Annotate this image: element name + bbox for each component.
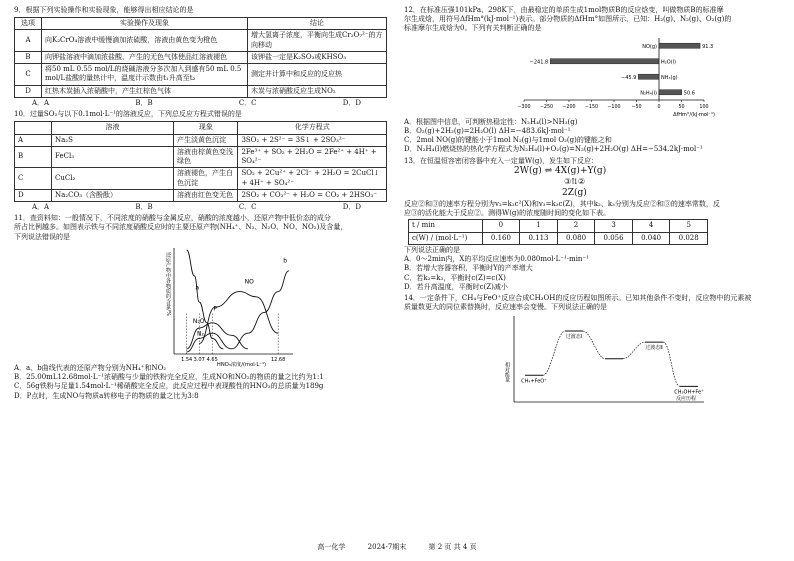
x-tick-label: 4.65 [206,356,218,363]
q13-header-t3: 3 [595,220,633,232]
category-label: N₂H₄(l) [640,89,657,96]
q9-conclusion-a: 增大氢离子浓度，平衡向生成Cr₂O₇²⁻的方向移动 [248,30,387,51]
question-14 [404,294,782,408]
q10-table [14,121,387,202]
x-tick-label: 0 [657,104,661,110]
q10-solution-c: CuCl₂ [52,168,174,189]
q13-header-t2: 2 [557,220,595,232]
q10-option-d: D [15,189,52,201]
category-label: H₂O(l) [661,58,676,65]
energy-connector [583,332,605,360]
right-column [404,6,782,408]
q13-desc-line2: 应③的活化能大于反应②。测得W(g)的浓度随时间的变化如下表。 [404,209,611,218]
q11-stem-line3: 下列说法错误的是 [14,232,70,241]
q10-equation-b: 2Fe³⁺ + SO₂ + 2H₂O = 2Fe²⁺ + 4H⁺ + SO₄²⁻ [238,146,387,167]
question-12 [404,6,782,155]
q9-option-c: C [15,64,42,85]
q13-header-t0: 0 [482,220,520,232]
q13-value-3: 0.056 [595,232,633,244]
x-tick-label: −100 [607,104,621,110]
y-axis-title: 还原产物中各物质的含量/% [165,251,171,316]
footer-page-number: 第 2 页 共 4 页 [428,543,477,551]
q13-equilibrium-arrow: ③⇅② [564,176,586,186]
q9-header-option: 选项 [15,18,42,30]
q12-option-d[interactable]: D．N₂H₄(l)燃烧热的热化学方程式为N₂H₄(l)+O₂(g)=N₂(g)+2H₂O(g) ΔH=−534.2kJ·mol⁻¹ [404,145,703,154]
q10-phenomenon-d: 溶液由红色变无色 [174,189,238,201]
table-row [15,85,387,97]
q12-option-c[interactable]: C．2mol NO(g)的键能小于1mol N₂(g)与1mol O₂(g)的键能之和 [404,136,612,145]
q10-solution-d: Na₂CO₃（含酚酞） [52,189,174,201]
q12-chart [404,34,782,118]
data-label: −45.9 [621,74,637,81]
q13-header-time: t / min [409,220,483,232]
series-line-N₂O [187,323,248,349]
curve-label: b [283,257,288,265]
bar-0 [659,43,700,48]
table-row [15,146,387,167]
x-axis-title: 反应历程 [675,396,696,403]
q9-options [14,99,387,108]
q11-option-b[interactable]: B．25.00mL12.68mol·L⁻¹浓硝酸与少量的铁粉完全反应，生成NO和NO₂的物质的量之比约为1:1 [14,373,324,382]
left-column [14,6,387,401]
q13-reaction-scheme [514,166,782,200]
q13-option-a[interactable]: A．0～2min内，X的平均反应速率为0.080mol·L⁻¹·min⁻¹ [404,255,589,264]
q11-stem-line1: 11．查资料知：一般情况下，不同浓度的硝酸与金属反应，硝酸的浓度越小，还原产物中低价态的成分 [14,214,331,223]
q13-row-label: c(W) / (mol·L⁻¹) [409,232,483,244]
q13-value-1: 0.113 [520,232,558,244]
q10-stem: 10．过量SO₂与以下0.1mol·L⁻¹的溶液反应，下列总反应方程式错误的是 [14,110,242,119]
table-row [15,134,387,146]
energy-connector [663,343,680,387]
curve-label: a [195,284,200,292]
q14-stem-line1: 14．一定条件下，CH₄与FeO⁺反应合成CH₃OH的反应历程如图所示。已知其他条件不变时，反应物中的元素被 [404,293,752,302]
table-row [15,51,387,63]
category-label: NH₃(g) [661,74,678,81]
q10-phenomenon-c: 溶液褪色，产生白色沉淀 [174,168,238,189]
q10-header-phenomenon: 现象 [174,122,238,134]
q10-equation-c: SO₂ + 2Cu²⁺ + 2Cl⁻ + 2H₂O = 2CuCl↓ + 4H⁺ + SO₄²⁻ [238,168,387,189]
q10-solution-b: FeCl₃ [52,146,174,167]
q13-stem: 13．在恒温恒容密闭容器中充入一定量W(g)，发生如下反应： [404,156,599,165]
x-axis-title: ΔfHm°/(kJ·mol⁻¹) [673,111,715,118]
x-tick-label: −250 [539,104,554,110]
q9-operation-c: 将50 mL 0.55 mol/L的烧碱溶液分多次加入到盛有50 mL 0.5 mol/L盐酸的量热计中，温度计示数由t₁升高至t₂ [42,64,248,85]
q13-option-b[interactable]: B．若增大容器容积，平衡时Y的产率增大 [404,264,533,273]
q13-ask: 下列说法正确的是 [404,245,460,254]
q10-answer-c[interactable]: C．C [238,202,257,211]
footer-term: 2024-7期末 [367,543,407,551]
x-tick-label: −300 [517,104,531,110]
q9-option-b: B [15,51,42,63]
q10-option-a: A [15,134,52,146]
q10-header-blank [15,122,52,134]
q12-option-a[interactable]: A．根据图中信息，可判断热稳定性：N₂H₄(l)>NH₃(g) [404,117,578,126]
q11-option-a[interactable]: A．a、b曲线代表的还原产物分别为NH₄⁺和NO₂ [14,363,167,372]
q9-conclusion-b: 该钾盐一定是K₂SO₃或KHSO₃ [248,51,387,63]
q13-desc-line1: 反应②和③的速率方程分别为v₂=k₂c²(X)和v₃=k₃c(Z)，其中k₂、k₃分别为反应②和③的速率常数，反 [404,199,720,208]
q9-operation-d: 红热木炭插入浓硝酸中，产生红棕色气体 [42,85,248,97]
curve-label: N₂ [197,330,204,338]
q13-value-2: 0.080 [557,232,595,244]
q13-option-c[interactable]: C．若k₂=k₃，平衡时c(Z)=c(X) [404,273,506,282]
q9-conclusion-d: 木炭与浓硝酸反应生成NO₂ [248,85,387,97]
q14-chart-svg [404,312,782,408]
table-row [15,168,387,189]
q11-option-d[interactable]: D．P点时，生成NO与物质a转移电子的物质的量之比为3:8 [14,391,199,400]
q9-option-a: A [15,30,42,51]
q10-answer-b[interactable]: B．B [135,202,153,211]
x-tick-label: 50 [678,104,685,110]
ts2-label: 过渡态Ⅱ [645,345,663,352]
q13-value-4: 0.040 [632,232,670,244]
q12-stem-line3: 标准摩尔生成焓为0。下列有关判断正确的是 [404,24,542,33]
start-label: CH₄+FeO⁺ [521,378,547,385]
q11-stem-line2: 所占比例越多。如图表示铁与不同浓度硝酸反应时的主要还原产物(NH₄⁺、N₂、N₂O、NO、NO₂)及含量， [14,223,348,232]
q10-equation-a: 3SO₂ + 2S²⁻ = 3S↓ + 2SO₃²⁻ [238,134,387,146]
q9-operation-b: 向钾盐溶液中滴加浓盐酸，产生的无色气体使品红溶液褪色 [42,51,248,63]
footer-subject: 高一化学 [317,543,346,551]
q13-header-t5: 5 [670,220,708,232]
q10-option-b: B [15,146,52,167]
table-row [15,30,387,51]
curve-label: N₂O [192,317,205,325]
series-line-b [232,271,290,349]
q14-chart [404,312,782,408]
q10-header-solution: 溶液 [52,122,174,134]
data-label: 91.3 [702,43,714,50]
question-11 [14,214,387,401]
q9-answer-c[interactable]: C．C [238,98,257,107]
q10-answer-d[interactable]: D．D [342,202,361,211]
y-axis-title: 相对能量 [504,362,510,383]
data-label: −241.8 [529,58,549,65]
q9-conclusion-c: 测定并计算中和反应的反应热 [248,64,387,85]
q14-stem-line2: 质量数更大的同位素替换时，反应速率会变慢。下列说法正确的是 [404,303,607,312]
q9-table [14,17,387,98]
table-row [15,64,387,85]
table-row [15,189,387,201]
q10-phenomenon-a: 产生淡黄色沉淀 [174,134,238,146]
end-label: CH₃OH+Fe⁺ [674,389,704,396]
q12-stem-line1: 12．在标准压强101kPa、298K下，由最稳定的单质生成1mol物质B的反应焓变，叫做物质B的标准摩 [404,6,724,14]
q10-header-equation: 化学方程式 [238,122,387,134]
q9-answer-d[interactable]: D．D [342,98,361,107]
curve-label: NO [244,278,254,286]
x-tick-label: 12.68 [270,356,286,363]
x-axis-title: HNO₃浓度/(mol·L⁻¹) [216,361,267,368]
q11-option-c[interactable]: C．56g铁粉与足量1.54mol·L⁻¹稀硝酸完全反应，此反应过程中表现酸性的HNO₃的总质量为189g [14,382,324,391]
curve-label: P [213,305,218,313]
q10-phenomenon-b: 溶液由棕黄色变浅绿色 [174,146,238,167]
q9-stem: 9．根据下列实验操作和实验现象，能够得出相应结论的是 [14,6,194,14]
x-tick-label: 3.07 [193,356,205,363]
table-row [409,232,708,244]
q13-equation-z: 2Z(g) [562,187,587,198]
q9-answer-b[interactable]: B．B [135,98,153,107]
bar-2 [638,74,659,79]
x-tick-label: −50 [631,104,642,110]
q9-header-conclusion: 结论 [248,18,387,30]
question-10 [14,110,387,212]
q13-header-t4: 4 [632,220,670,232]
q9-operation-a: 向K₂CrO₄溶液中缓慢滴加浓硫酸，溶液由黄色变为橙色 [42,30,248,51]
data-label: 50.6 [683,89,695,96]
q10-equation-d: 2SO₂ + CO₃²⁻ + H₂O = CO₂ + 2HSO₃⁻ [238,189,387,201]
q13-equation-main: 2W(g) ⇌ 4X(g)+Y(g) [514,165,607,176]
ts1-label: 过渡态Ⅰ [565,334,583,341]
q13-value-0: 0.160 [482,232,520,244]
question-9 [14,6,387,108]
q9-header-operation: 实验操作及现象 [42,18,248,30]
q10-option-c: C [15,168,52,189]
x-tick-label: −150 [584,104,599,110]
q13-option-d[interactable]: D．若升高温度，平衡时c(Z)减小 [404,282,508,291]
q10-answer-a[interactable]: A．A [32,202,50,211]
energy-connector [623,343,645,360]
question-13 [404,157,782,292]
category-label: NO(g) [642,43,657,50]
q12-chart-svg [404,34,782,118]
q10-solution-a: Na₂S [52,134,174,146]
bar-3 [659,89,682,94]
x-tick-label: 1.54 [181,356,193,363]
q10-options [14,203,387,212]
q13-table [408,219,708,244]
x-tick-label: 100 [699,104,709,110]
q13-value-5: 0.028 [670,232,708,244]
energy-connector [543,332,565,376]
bar-1 [550,58,659,63]
q9-option-d: D [15,85,42,97]
q13-header-t1: 1 [520,220,558,232]
q12-stem-line2: 尔生成焓，用符号ΔfHm°(kJ·mol⁻¹)表示。部分物质的ΔfHm°如图所示，已知：H₂(g)、N₂(g)、O₂(g)的 [404,15,732,24]
page-footer [0,543,794,552]
q12-option-b[interactable]: B．O₂(g)+2H₂(g)=2H₂O(l) ΔH=−483.6kJ·mol⁻¹ [404,126,571,135]
q9-answer-a[interactable]: A．A [32,98,50,107]
x-tick-label: −200 [562,104,576,110]
